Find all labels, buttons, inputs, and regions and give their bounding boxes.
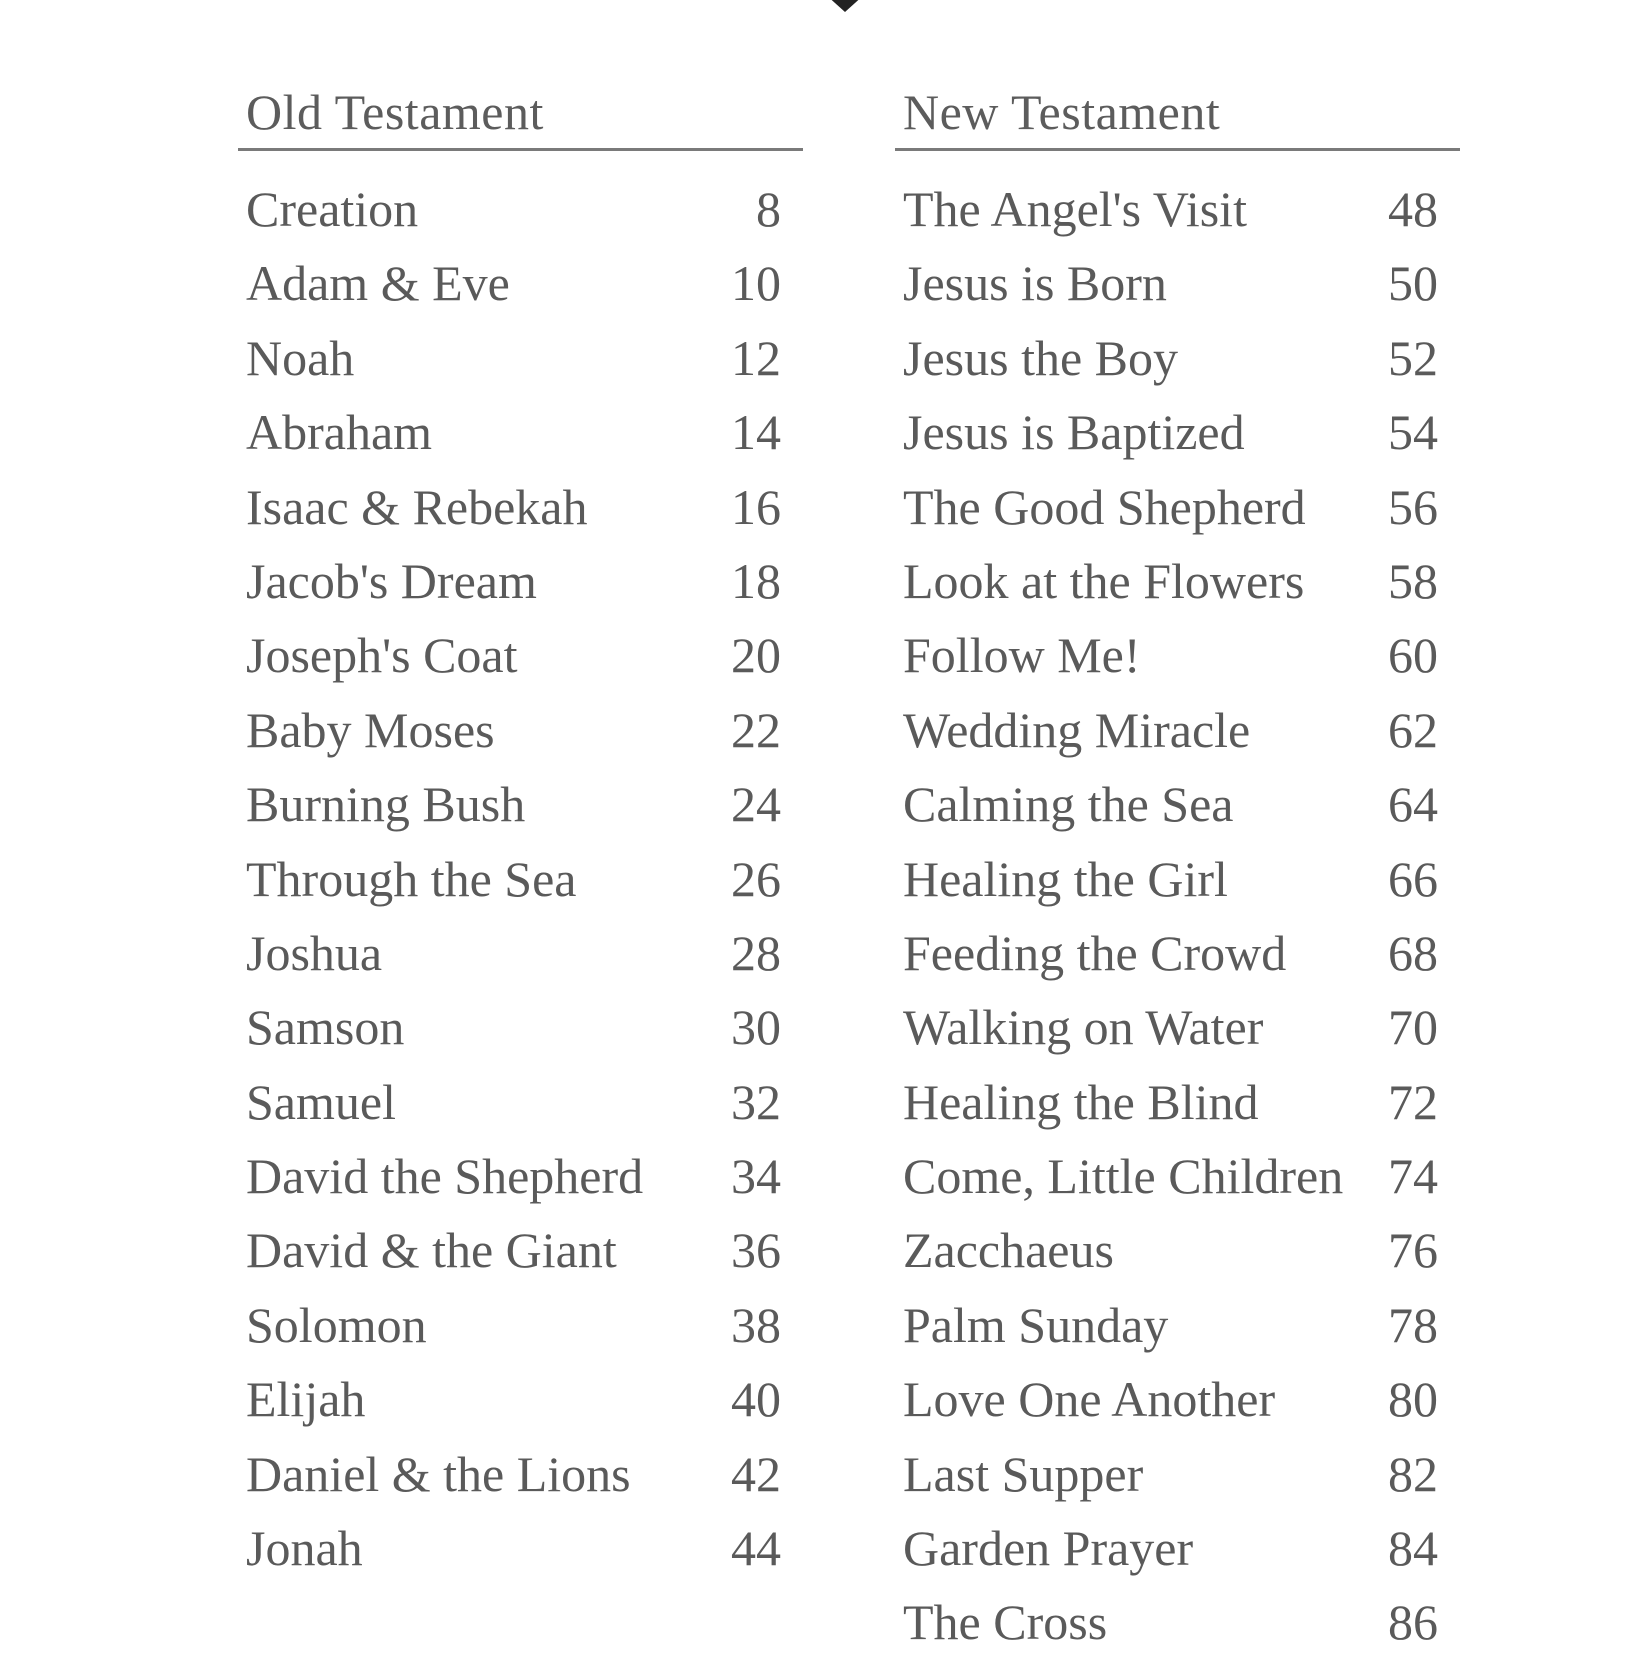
toc-entry-page-number: 24 bbox=[731, 776, 781, 833]
toc-entry bbox=[246, 402, 781, 476]
toc-entry bbox=[903, 253, 1438, 327]
toc-entry-title: Come, Little Children bbox=[903, 1148, 1344, 1205]
toc-entry-page-number: 62 bbox=[1388, 701, 1438, 758]
toc-entry-title: Healing the Blind bbox=[903, 1073, 1259, 1130]
toc-entry-page-number: 16 bbox=[731, 478, 781, 535]
toc-entry bbox=[903, 179, 1438, 253]
toc-entry-title: Samuel bbox=[246, 1073, 396, 1130]
toc-entry-page-number: 28 bbox=[731, 924, 781, 981]
toc-entry-page-number: 8 bbox=[756, 181, 781, 237]
toc-entry-page-number: 38 bbox=[731, 1296, 781, 1353]
toc-entry bbox=[246, 849, 781, 923]
toc-entry-page-number: 32 bbox=[731, 1073, 781, 1130]
toc-entry-page-number: 56 bbox=[1388, 478, 1438, 535]
toc-entry-page-number: 18 bbox=[731, 552, 781, 609]
toc-entry-page-number: 10 bbox=[731, 255, 781, 312]
old-testament-list bbox=[238, 179, 803, 1592]
toc-entry bbox=[246, 1146, 781, 1220]
old-testament-heading: Old Testament bbox=[246, 84, 544, 140]
toc-entry-title: Feeding the Crowd bbox=[903, 924, 1287, 981]
toc-entry-title: Calming the Sea bbox=[903, 776, 1234, 833]
toc-entry-title: Joshua bbox=[246, 924, 383, 981]
toc-entry-title: Through the Sea bbox=[246, 850, 577, 907]
toc-entry bbox=[903, 1072, 1438, 1146]
toc-entry-title: The Cross bbox=[903, 1594, 1108, 1651]
toc-entry bbox=[903, 551, 1438, 625]
toc-entry-page-number: 48 bbox=[1388, 181, 1438, 237]
toc-entry bbox=[246, 1220, 781, 1294]
toc-entry-title: Joseph's Coat bbox=[246, 627, 518, 684]
toc-entry-page-number: 12 bbox=[731, 329, 781, 386]
toc-entry-title: Healing the Girl bbox=[903, 850, 1228, 907]
toc-entry-page-number: 60 bbox=[1388, 627, 1438, 684]
toc-entry-title: Jesus is Baptized bbox=[903, 404, 1245, 461]
toc-entry-page-number: 30 bbox=[731, 999, 781, 1056]
toc-entry bbox=[246, 1295, 781, 1369]
toc-entry bbox=[246, 625, 781, 699]
toc-entry-title: Samson bbox=[246, 999, 405, 1056]
toc-entry-page-number: 80 bbox=[1388, 1371, 1438, 1428]
toc-entry-title: Solomon bbox=[246, 1296, 427, 1353]
old-testament-rule bbox=[238, 148, 803, 151]
toc-entry-title: Walking on Water bbox=[903, 999, 1264, 1056]
toc-entry bbox=[903, 328, 1438, 402]
toc-entry-title: Noah bbox=[246, 329, 355, 386]
toc-entry-title: The Angel's Visit bbox=[903, 181, 1247, 237]
toc-entry bbox=[903, 700, 1438, 774]
toc-entry-page-number: 70 bbox=[1388, 999, 1438, 1056]
toc-entry-page-number: 40 bbox=[731, 1371, 781, 1428]
toc-entry bbox=[246, 477, 781, 551]
toc-entry-title: Love One Another bbox=[903, 1371, 1276, 1428]
toc-entry-title: David & the Giant bbox=[246, 1222, 617, 1279]
toc-entry bbox=[903, 402, 1438, 476]
toc-entry bbox=[903, 1518, 1438, 1592]
toc-entry-page-number: 64 bbox=[1388, 776, 1438, 833]
toc-entry bbox=[903, 477, 1438, 551]
toc-entry-title: Abraham bbox=[246, 404, 433, 461]
toc-entry bbox=[246, 1444, 781, 1518]
toc-entry-title: Daniel & the Lions bbox=[246, 1445, 631, 1502]
toc-entry-page-number: 22 bbox=[731, 701, 781, 758]
toc-entry-title: David the Shepherd bbox=[246, 1148, 644, 1205]
toc-entry-page-number: 14 bbox=[731, 404, 781, 461]
toc-entry bbox=[903, 1146, 1438, 1220]
toc-entry bbox=[903, 1295, 1438, 1369]
toc-entry-page-number: 36 bbox=[731, 1222, 781, 1279]
toc-entry-title: Follow Me! bbox=[903, 627, 1141, 684]
toc-entry-page-number: 82 bbox=[1388, 1445, 1438, 1502]
toc-entry-title: Jesus the Boy bbox=[903, 329, 1178, 386]
new-testament-heading: New Testament bbox=[903, 84, 1221, 140]
toc-entry bbox=[246, 1518, 781, 1592]
toc-entry-page-number: 74 bbox=[1388, 1148, 1438, 1205]
toc-entry bbox=[246, 774, 781, 848]
toc-entry-page-number: 42 bbox=[731, 1445, 781, 1502]
toc-entry-page-number: 20 bbox=[731, 627, 781, 684]
toc-entry-title: The Good Shepherd bbox=[903, 478, 1306, 535]
old-testament-column bbox=[238, 82, 803, 1592]
toc-entry-page-number: 84 bbox=[1388, 1520, 1438, 1577]
toc-entry-title: Isaac & Rebekah bbox=[246, 478, 588, 535]
toc-entry bbox=[246, 997, 781, 1071]
toc-entry bbox=[903, 774, 1438, 848]
toc-entry-page-number: 66 bbox=[1388, 850, 1438, 907]
toc-entry-title: Palm Sunday bbox=[903, 1296, 1169, 1353]
toc-entry-title: Jesus is Born bbox=[903, 255, 1167, 312]
toc-entry bbox=[903, 849, 1438, 923]
toc-entry bbox=[246, 923, 781, 997]
new-testament-rule bbox=[895, 148, 1460, 151]
toc-entry-title: Wedding Miracle bbox=[903, 701, 1251, 758]
divider-ornament-icon bbox=[700, 0, 990, 14]
toc-entry bbox=[903, 1444, 1438, 1518]
toc-entry-page-number: 44 bbox=[731, 1520, 781, 1577]
toc-entry bbox=[246, 700, 781, 774]
toc-entry-page-number: 26 bbox=[731, 850, 781, 907]
toc-entry bbox=[246, 1072, 781, 1146]
toc-entry-page-number: 68 bbox=[1388, 924, 1438, 981]
toc-entry-page-number: 34 bbox=[731, 1148, 781, 1205]
toc-entry bbox=[246, 179, 781, 253]
toc-entry-page-number: 52 bbox=[1388, 329, 1438, 386]
toc-entry bbox=[246, 328, 781, 402]
toc-entry bbox=[903, 625, 1438, 699]
toc-entry bbox=[246, 1369, 781, 1443]
toc-entry bbox=[903, 1369, 1438, 1443]
toc-entry-page-number: 76 bbox=[1388, 1222, 1438, 1279]
toc-entry-title: Elijah bbox=[246, 1371, 366, 1428]
toc-entry bbox=[246, 551, 781, 625]
toc-entry-title: Garden Prayer bbox=[903, 1520, 1194, 1577]
toc-entry-page-number: 72 bbox=[1388, 1073, 1438, 1130]
toc-entry-title: Zacchaeus bbox=[903, 1222, 1114, 1279]
toc-entry-title: Jacob's Dream bbox=[246, 552, 537, 609]
toc-entry-page-number: 50 bbox=[1388, 255, 1438, 312]
toc-entry-title: Adam & Eve bbox=[246, 255, 510, 312]
toc-entry bbox=[903, 1220, 1438, 1294]
toc-entry-title: Baby Moses bbox=[246, 701, 495, 758]
toc-entry-title: Last Supper bbox=[903, 1445, 1144, 1502]
toc-entry-title: Burning Bush bbox=[246, 776, 526, 833]
new-testament-column bbox=[895, 82, 1460, 1667]
toc-entry-page-number: 58 bbox=[1388, 552, 1438, 609]
toc-entry-page-number: 86 bbox=[1388, 1594, 1438, 1651]
toc-entry bbox=[903, 923, 1438, 997]
toc-entry-title: Look at the Flowers bbox=[903, 552, 1305, 609]
toc-entry bbox=[246, 253, 781, 327]
toc-entry-page-number: 78 bbox=[1388, 1296, 1438, 1353]
toc-entry-title: Creation bbox=[246, 181, 419, 237]
toc-entry-page-number: 54 bbox=[1388, 404, 1438, 461]
toc-entry-title: Jonah bbox=[246, 1520, 363, 1577]
toc-entry bbox=[903, 997, 1438, 1071]
toc-entry bbox=[903, 1592, 1438, 1666]
new-testament-list bbox=[895, 179, 1460, 1667]
